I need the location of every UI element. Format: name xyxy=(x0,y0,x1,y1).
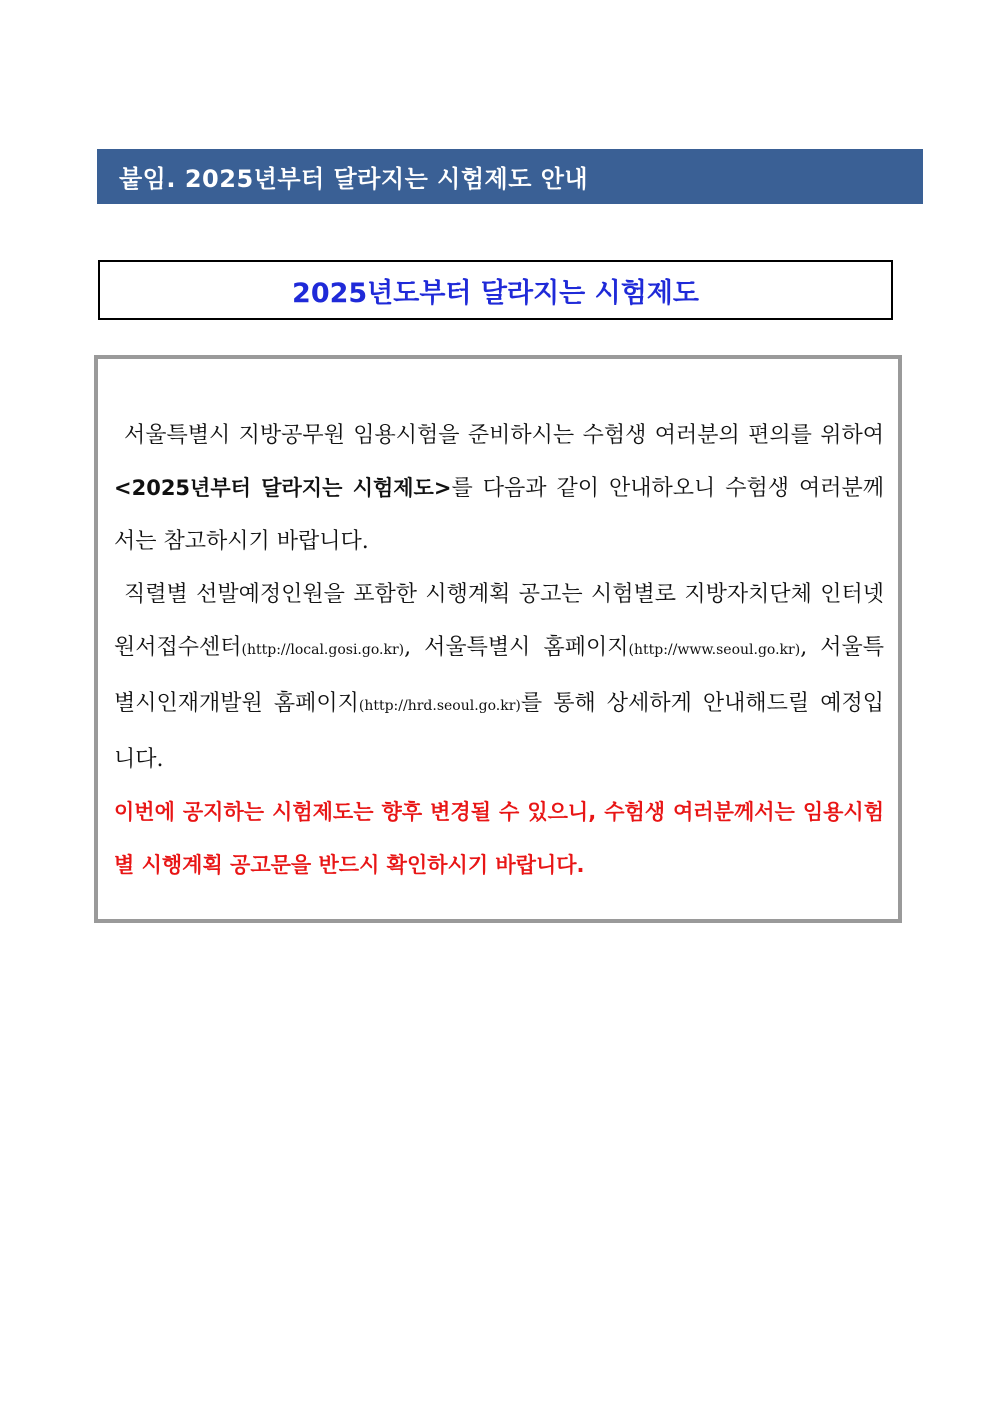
announcement-text-3: , 서울특별시인재개발원 홈페이지 xyxy=(114,635,884,716)
intro-bold-title: <2025년부터 달라지는 시험제도> xyxy=(114,476,452,500)
document-title-box xyxy=(98,260,893,320)
announcement-text-2: , 서울특별시 홈페이지 xyxy=(404,635,629,660)
document-title: 2025년도부터 달라지는 시험제도 xyxy=(292,277,699,309)
intro-text-before: 서울특별시 지방공무원 임용시험을 준비하시는 수험생 여러분의 편의를 위하여 xyxy=(124,423,884,448)
change-warning-text: 이번에 공지하는 시험제도는 향후 변경될 수 있으니, 수험생 여러분께서는 임용시험별 시행계획 공고문을 반드시 확인하시기 바랍니다. xyxy=(114,800,884,877)
local-gosi-link[interactable]: (http://local.gosi.go.kr) xyxy=(241,642,405,658)
hrd-seoul-link[interactable]: (http://hrd.seoul.go.kr) xyxy=(358,698,521,714)
intro-text-after: 를 다음과 같이 안내하오니 수험생 여러분께서는 참고하시기 바랍니다. xyxy=(114,476,884,554)
attachment-header xyxy=(97,149,923,204)
intro-paragraph xyxy=(114,409,884,568)
announcement-text-4: 를 통해 상세하게 안내해드릴 예정입니다. xyxy=(114,691,884,772)
change-warning-notice xyxy=(114,786,884,892)
attachment-header-label: 붙임. 2025년부터 달라지는 시험제도 안내 xyxy=(119,165,589,193)
seoul-homepage-link[interactable]: (http://www.seoul.go.kr) xyxy=(628,642,801,658)
announcement-text-1: 직렬별 선발예정인원을 포함한 시행계획 공고는 시험별로 지방자치단체 인터넷원서접수센터 xyxy=(114,582,884,660)
notice-content-box xyxy=(94,355,902,923)
announcement-paragraph xyxy=(114,568,884,786)
